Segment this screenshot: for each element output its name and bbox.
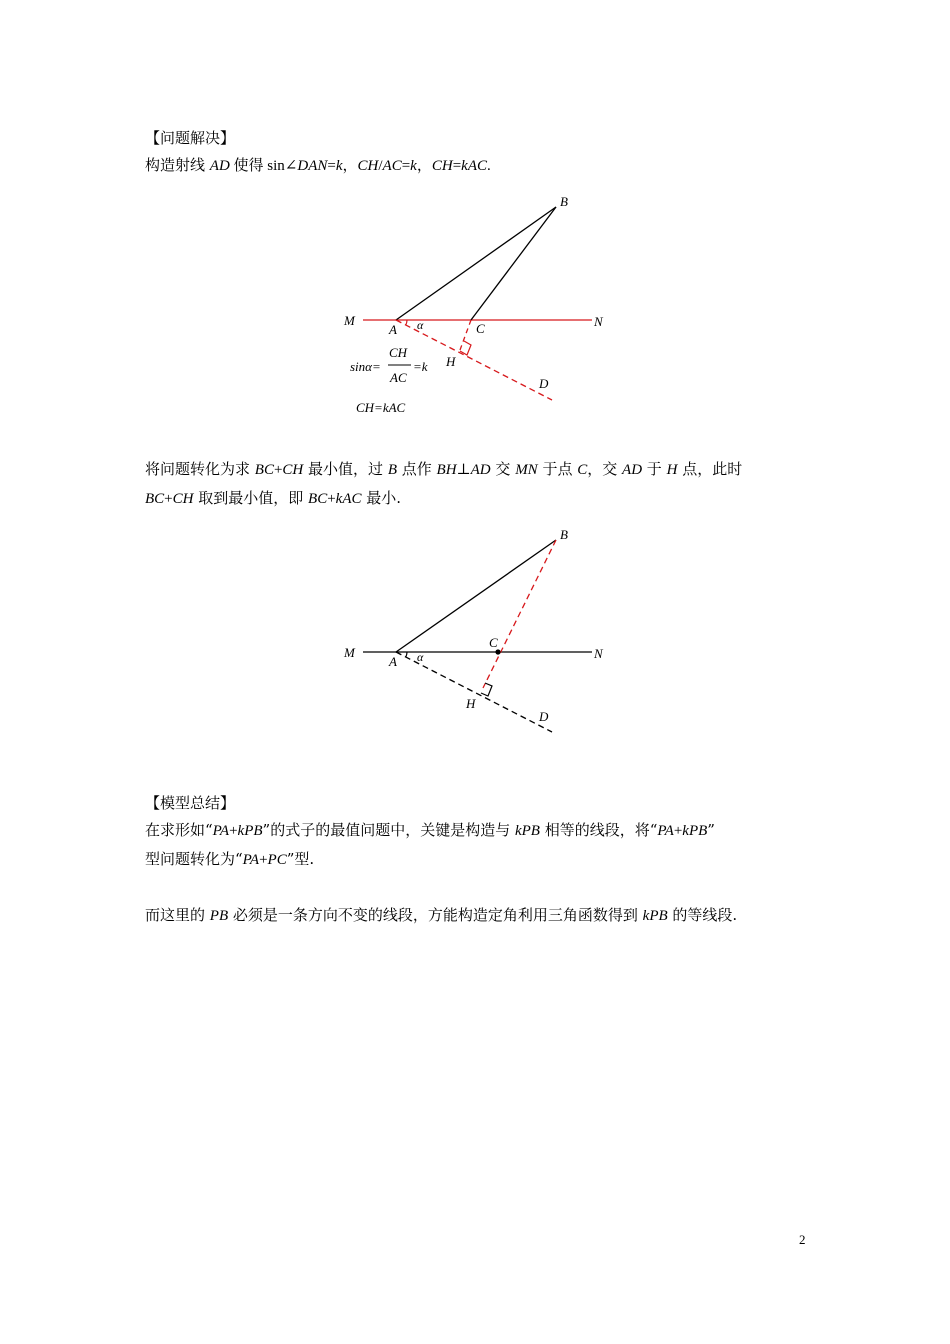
segment-bh xyxy=(483,540,556,688)
text: + xyxy=(673,823,683,839)
figure-1-diagram xyxy=(0,180,950,440)
math: kAC xyxy=(461,158,487,174)
paragraph-summary-2 xyxy=(145,849,314,870)
angle-alpha-arc xyxy=(406,652,407,657)
text: = xyxy=(327,158,336,174)
text: 交 xyxy=(490,460,516,478)
math: AC xyxy=(382,158,402,174)
text: ”型. xyxy=(286,850,315,868)
math: k xyxy=(410,158,417,174)
text: 点，此时 xyxy=(677,460,743,478)
text: . xyxy=(487,158,491,174)
formula-line2: CH=kAC xyxy=(356,400,406,415)
angle-alpha-arc xyxy=(406,320,407,325)
text: 将问题转化为求 xyxy=(145,460,255,478)
text: + xyxy=(229,823,238,839)
math: BC xyxy=(145,491,165,507)
right-angle-marker xyxy=(481,683,492,696)
math: PA xyxy=(212,823,230,839)
text: 于 xyxy=(642,460,667,478)
label-d: D xyxy=(539,376,549,391)
math: k xyxy=(335,158,343,174)
math: PA xyxy=(657,823,674,839)
label-d: D xyxy=(539,709,549,724)
text: 的等线段. xyxy=(667,906,738,924)
text: 取到最小值，即 xyxy=(193,489,309,507)
paragraph-summary-1 xyxy=(145,820,715,841)
math: kPB xyxy=(682,823,708,839)
text: ，交 xyxy=(587,460,623,478)
text: 在求形如“ xyxy=(145,821,213,839)
math: kAC xyxy=(335,491,362,507)
math: DAN xyxy=(297,158,328,174)
text: ” xyxy=(707,821,715,839)
text: 于点 xyxy=(537,460,578,478)
text: + xyxy=(327,491,336,507)
segment-ch xyxy=(460,320,471,350)
math: CH xyxy=(172,491,194,507)
math: AD xyxy=(470,462,491,478)
text: 相等的线段，将“ xyxy=(539,821,658,839)
paragraph-transform-2 xyxy=(145,488,401,509)
text: 最小. xyxy=(361,489,402,507)
math: kPB xyxy=(514,823,540,839)
text: 点作 xyxy=(396,460,437,478)
formula-lhs: sinα= xyxy=(350,359,381,374)
label-b: B xyxy=(560,194,568,209)
label-h: H xyxy=(446,354,456,369)
label-alpha: α xyxy=(417,318,424,332)
ray-ad xyxy=(396,652,552,732)
math: PB xyxy=(209,908,229,924)
math: CH xyxy=(431,158,453,174)
label-a: A xyxy=(389,322,397,337)
section-heading-problem-solving: 【问题解决】 xyxy=(145,129,236,147)
math: PA xyxy=(242,852,260,868)
math: C xyxy=(577,462,588,478)
text: 型问题转化为“ xyxy=(145,850,243,868)
paragraph-transform-1 xyxy=(145,459,742,480)
segment-ab xyxy=(396,207,556,320)
math: AD xyxy=(209,158,230,174)
math: AD xyxy=(622,462,643,478)
text: ， xyxy=(416,156,432,174)
page-number: 2 xyxy=(799,1232,806,1247)
text: = xyxy=(452,158,462,174)
math: H xyxy=(666,462,678,478)
math: PC xyxy=(267,852,287,868)
figure-2-diagram xyxy=(0,520,950,750)
text: + xyxy=(164,491,173,507)
paragraph-construct-ray xyxy=(145,155,491,176)
text: 必须是一条方向不变的线段，方能构造定角利用三角函数得到 xyxy=(228,906,643,924)
segment-bc xyxy=(471,207,556,320)
text: / xyxy=(378,158,383,174)
label-m: M xyxy=(344,645,355,660)
label-c: C xyxy=(476,321,485,336)
text: 使得 sin∠ xyxy=(229,158,298,174)
label-alpha: α xyxy=(417,650,424,664)
text: = xyxy=(401,158,411,174)
label-n: N xyxy=(594,314,603,329)
math: B xyxy=(387,462,397,478)
label-b: B xyxy=(560,527,568,542)
math: BC xyxy=(308,491,328,507)
label-h: H xyxy=(466,696,476,711)
text: + xyxy=(273,462,283,478)
text: ， xyxy=(342,156,358,174)
math: MN xyxy=(515,462,538,478)
text: 构造射线 xyxy=(145,156,210,174)
math: BH xyxy=(436,462,457,478)
text: ⊥ xyxy=(456,462,471,478)
formula-rhs: =k xyxy=(413,359,428,374)
segment-ab xyxy=(396,540,556,652)
math: kPB xyxy=(642,908,668,924)
text: ”的式子的最值问题中，关键是构造与 xyxy=(262,821,515,839)
label-m: M xyxy=(344,313,355,328)
math: CH xyxy=(357,158,379,174)
section-heading-model-summary: 【模型总结】 xyxy=(145,794,236,812)
paragraph-summary-3 xyxy=(145,905,737,926)
math: kPB xyxy=(237,823,263,839)
point-c xyxy=(495,649,500,654)
formula-denominator: AC xyxy=(390,370,407,385)
label-n: N xyxy=(594,646,603,661)
label-a: A xyxy=(389,654,397,669)
right-angle-marker xyxy=(460,341,471,355)
text: + xyxy=(259,852,268,868)
text: 最小值，过 xyxy=(303,460,388,478)
label-c: C xyxy=(489,635,498,650)
math: BC xyxy=(254,462,274,478)
formula-numerator: CH xyxy=(389,345,408,360)
math: CH xyxy=(282,462,304,478)
text: 而这里的 xyxy=(145,906,210,924)
